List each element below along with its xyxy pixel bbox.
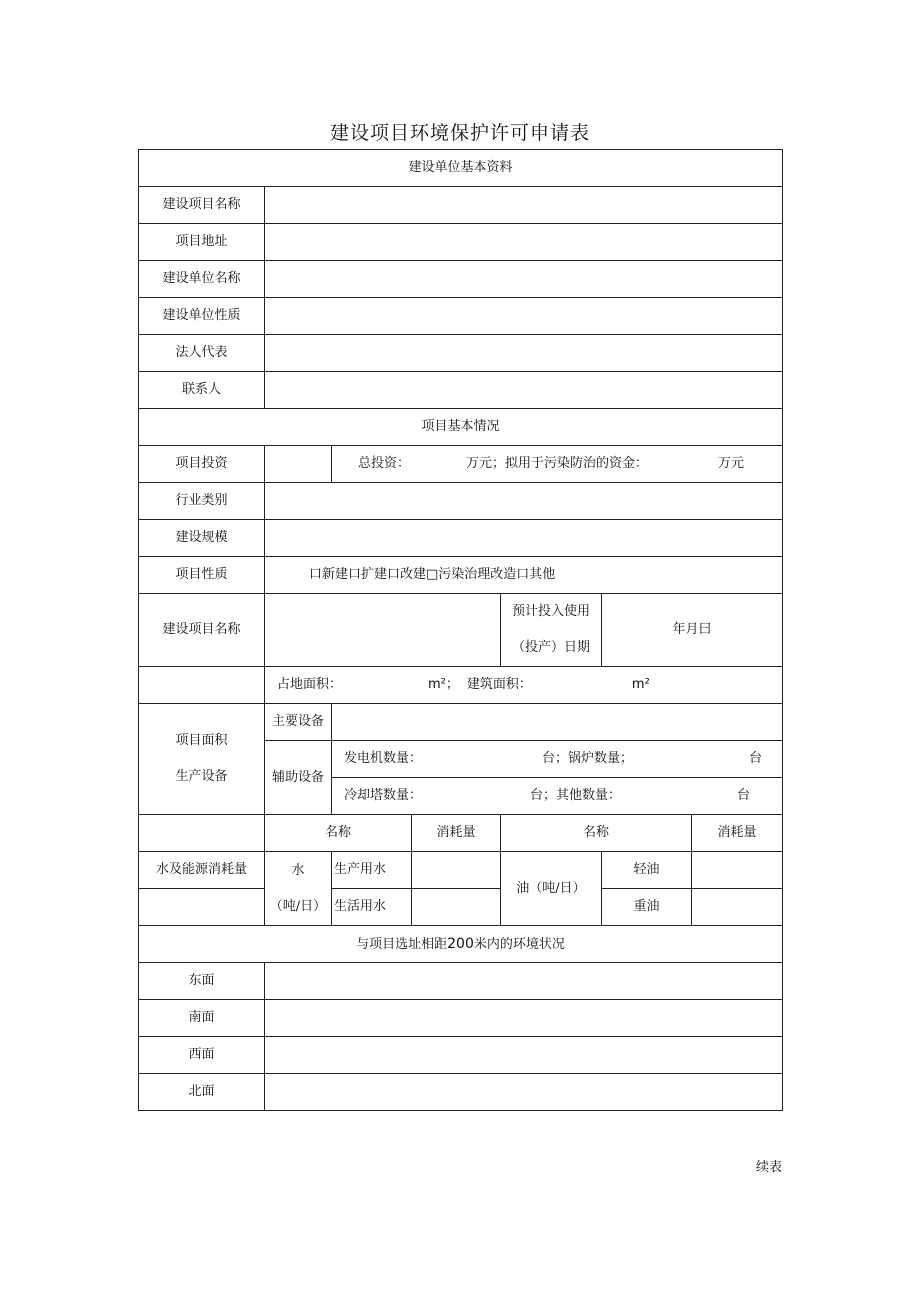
row-label-project-name: 建设项目名称 (139, 187, 265, 224)
area-blank-cell (139, 667, 265, 704)
production-water-label: 生产用水 (332, 852, 412, 889)
heavy-oil-field[interactable] (692, 889, 783, 926)
col-header-name-1: 名称 (265, 815, 412, 852)
east-field[interactable] (265, 963, 783, 1000)
aux-equipment-label: 辅助设备 (265, 741, 332, 815)
water-energy-label: 水及能源消耗量 (139, 852, 265, 889)
unit-name-field[interactable] (265, 261, 783, 298)
section-header-project-info: 项目基本情况 (139, 409, 783, 446)
scale-field[interactable] (265, 520, 783, 557)
south-field[interactable] (265, 1000, 783, 1037)
expected-date-field[interactable]: 年月曰 (602, 594, 783, 667)
row-label-north: 北面 (139, 1074, 265, 1111)
section-header-environment: 与项目选址相距200米内的环境状况 (139, 926, 783, 963)
area-detail[interactable]: 占地面积： m²； 建筑面积： m² (265, 667, 783, 704)
industry-field[interactable] (265, 483, 783, 520)
west-field[interactable] (265, 1037, 783, 1074)
col-header-name-2: 名称 (501, 815, 692, 852)
project-name-field[interactable] (265, 187, 783, 224)
row-label-legal-rep: 法人代表 (139, 335, 265, 372)
application-form-table (138, 149, 783, 1111)
col-header-consumption-1: 消耗量 (412, 815, 501, 852)
contact-field[interactable] (265, 372, 783, 409)
cooling-other-row[interactable]: 冷却塔数量： 台；其他数量： 台 (332, 778, 783, 815)
row-label-south: 南面 (139, 1000, 265, 1037)
consumption-blank-cell (139, 815, 265, 852)
light-oil-label: 轻油 (602, 852, 692, 889)
generator-boiler-row[interactable]: 发电机数量： 台；锅炉数量； 台 (332, 741, 783, 778)
investment-field[interactable] (265, 446, 332, 483)
expected-date-label: 预计投入使用 （投产）日期 (501, 594, 602, 667)
area-equipment-label: 项目面积 生产设备 (139, 704, 265, 815)
continued-label: 续表 (755, 1160, 782, 1175)
project-address-field[interactable] (265, 224, 783, 261)
row-label-scale: 建设规模 (139, 520, 265, 557)
row-label-contact: 联系人 (139, 372, 265, 409)
row-label-industry: 行业类别 (139, 483, 265, 520)
main-equipment-field[interactable] (332, 704, 783, 741)
north-field[interactable] (265, 1074, 783, 1111)
investment-detail[interactable]: 总投资： 万元；拟用于污染防治的资金： 万元 (332, 446, 783, 483)
row-label-unit-name: 建设单位名称 (139, 261, 265, 298)
oil-label: 油（吨/日） (501, 852, 602, 926)
main-equipment-label: 主要设备 (265, 704, 332, 741)
legal-rep-field[interactable] (265, 335, 783, 372)
col-header-consumption-2: 消耗量 (692, 815, 783, 852)
domestic-water-label: 生活用水 (332, 889, 412, 926)
domestic-water-field[interactable] (412, 889, 501, 926)
row-label-project-name-2: 建设项目名称 (139, 594, 265, 667)
row-label-project-address: 项目地址 (139, 224, 265, 261)
water-label: 水 （吨/日） (265, 852, 332, 926)
project-name-field-2[interactable] (265, 594, 501, 667)
heavy-oil-label: 重油 (602, 889, 692, 926)
project-nature-options[interactable]: 口新建口扩建口改建□污染治理改造口其他 (265, 557, 783, 594)
light-oil-field[interactable] (692, 852, 783, 889)
section-header-basic-info: 建设单位基本资料 (139, 150, 783, 187)
form-title: 建设项目环境保护许可申请表 (329, 122, 590, 144)
water-energy-blank-cell (139, 889, 265, 926)
row-label-west: 西面 (139, 1037, 265, 1074)
row-label-investment: 项目投资 (139, 446, 265, 483)
production-water-field[interactable] (412, 852, 501, 889)
unit-nature-field[interactable] (265, 298, 783, 335)
row-label-unit-nature: 建设单位性质 (139, 298, 265, 335)
row-label-project-nature: 项目性质 (139, 557, 265, 594)
row-label-east: 东面 (139, 963, 265, 1000)
